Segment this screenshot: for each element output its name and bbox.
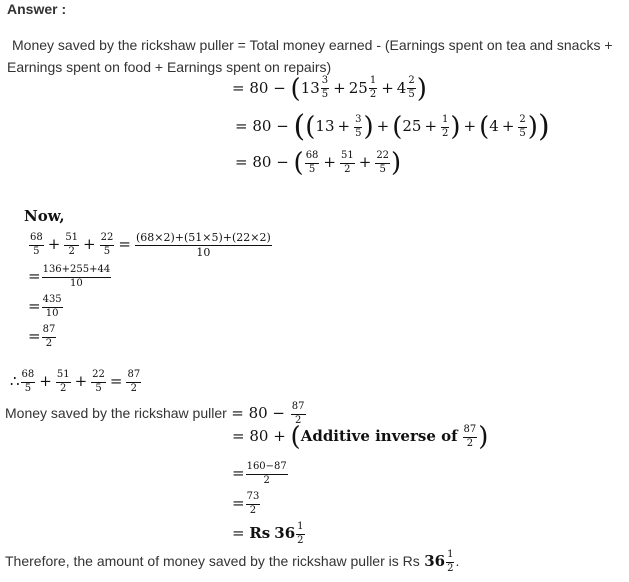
now-line-2: = $\frac{136+255+44}{10}$ (28, 264, 111, 289)
conclusion-line: Therefore, the amount of money saved by the rickshaw puller is Rs 36 $\frac{1}{2}$ . (5, 549, 460, 574)
saved-line-5: = Rs 36 $\frac{1}{2}$ (232, 521, 304, 546)
mixed-number: 13 $\frac{3}{5}$ (300, 75, 329, 100)
step-3-equation: = 80 − ( $\frac{68}{5}$ + $\frac{51}{2}$ + $\frac{22}{5}$ ) (235, 148, 402, 178)
now-label: Now, (24, 207, 65, 225)
intro-line-2: Earnings spent on food + Earnings spent on repairs) (7, 59, 332, 75)
saved-line-2: = 80 + (Additive inverse of $\frac{87}{2}$ ) (232, 422, 489, 452)
mixed-number: 25 $\frac{1}{2}$ (348, 75, 377, 100)
now-line-3: = $\frac{435}{10}$ (28, 294, 62, 319)
now-line-4: = $\frac{87}{2}$ (28, 324, 56, 349)
intro-line-1: Money saved by the rickshaw puller = Total money earned - (Earnings spent on tea and snacks + (12, 37, 613, 53)
answer-heading: Answer : (7, 1, 67, 17)
lead: = 80 − (232, 79, 291, 97)
therefore-equation: ∴ $\frac{68}{5}$ + $\frac{51}{2}$ + $\frac{22}{5}$ = $\frac{87}{2}$ (10, 369, 141, 394)
mixed-number: 4 $\frac{2}{5}$ (396, 75, 415, 100)
now-line-1: $\frac{68}{5}$ + $\frac{51}{2}$ + $\frac{22}{5}$ = $\frac{(68\times 2)+(51\times 5)+(22\times 2)}{10}$ (30, 231, 271, 259)
step-1-equation: = 80 − ( 13 $\frac{3}{5}$ + 25 $\frac{1}{2}$ + 4 $\frac{2}{5}$ ) (232, 74, 427, 104)
saved-line-3: = $\frac{160-87}{2}$ (232, 461, 287, 486)
step-2-equation: = 80 − ((13 + $\frac{3}{5}$ ) + (25 + $\frac{1}{2}$ ) + (4 + $\frac{2}{5}$ )) (235, 109, 550, 144)
saved-line-4: = $\frac{73}{2}$ (232, 491, 260, 516)
saved-line-1: Money saved by the rickshaw puller = 80 − $\frac{87}{2}$ (5, 401, 305, 426)
